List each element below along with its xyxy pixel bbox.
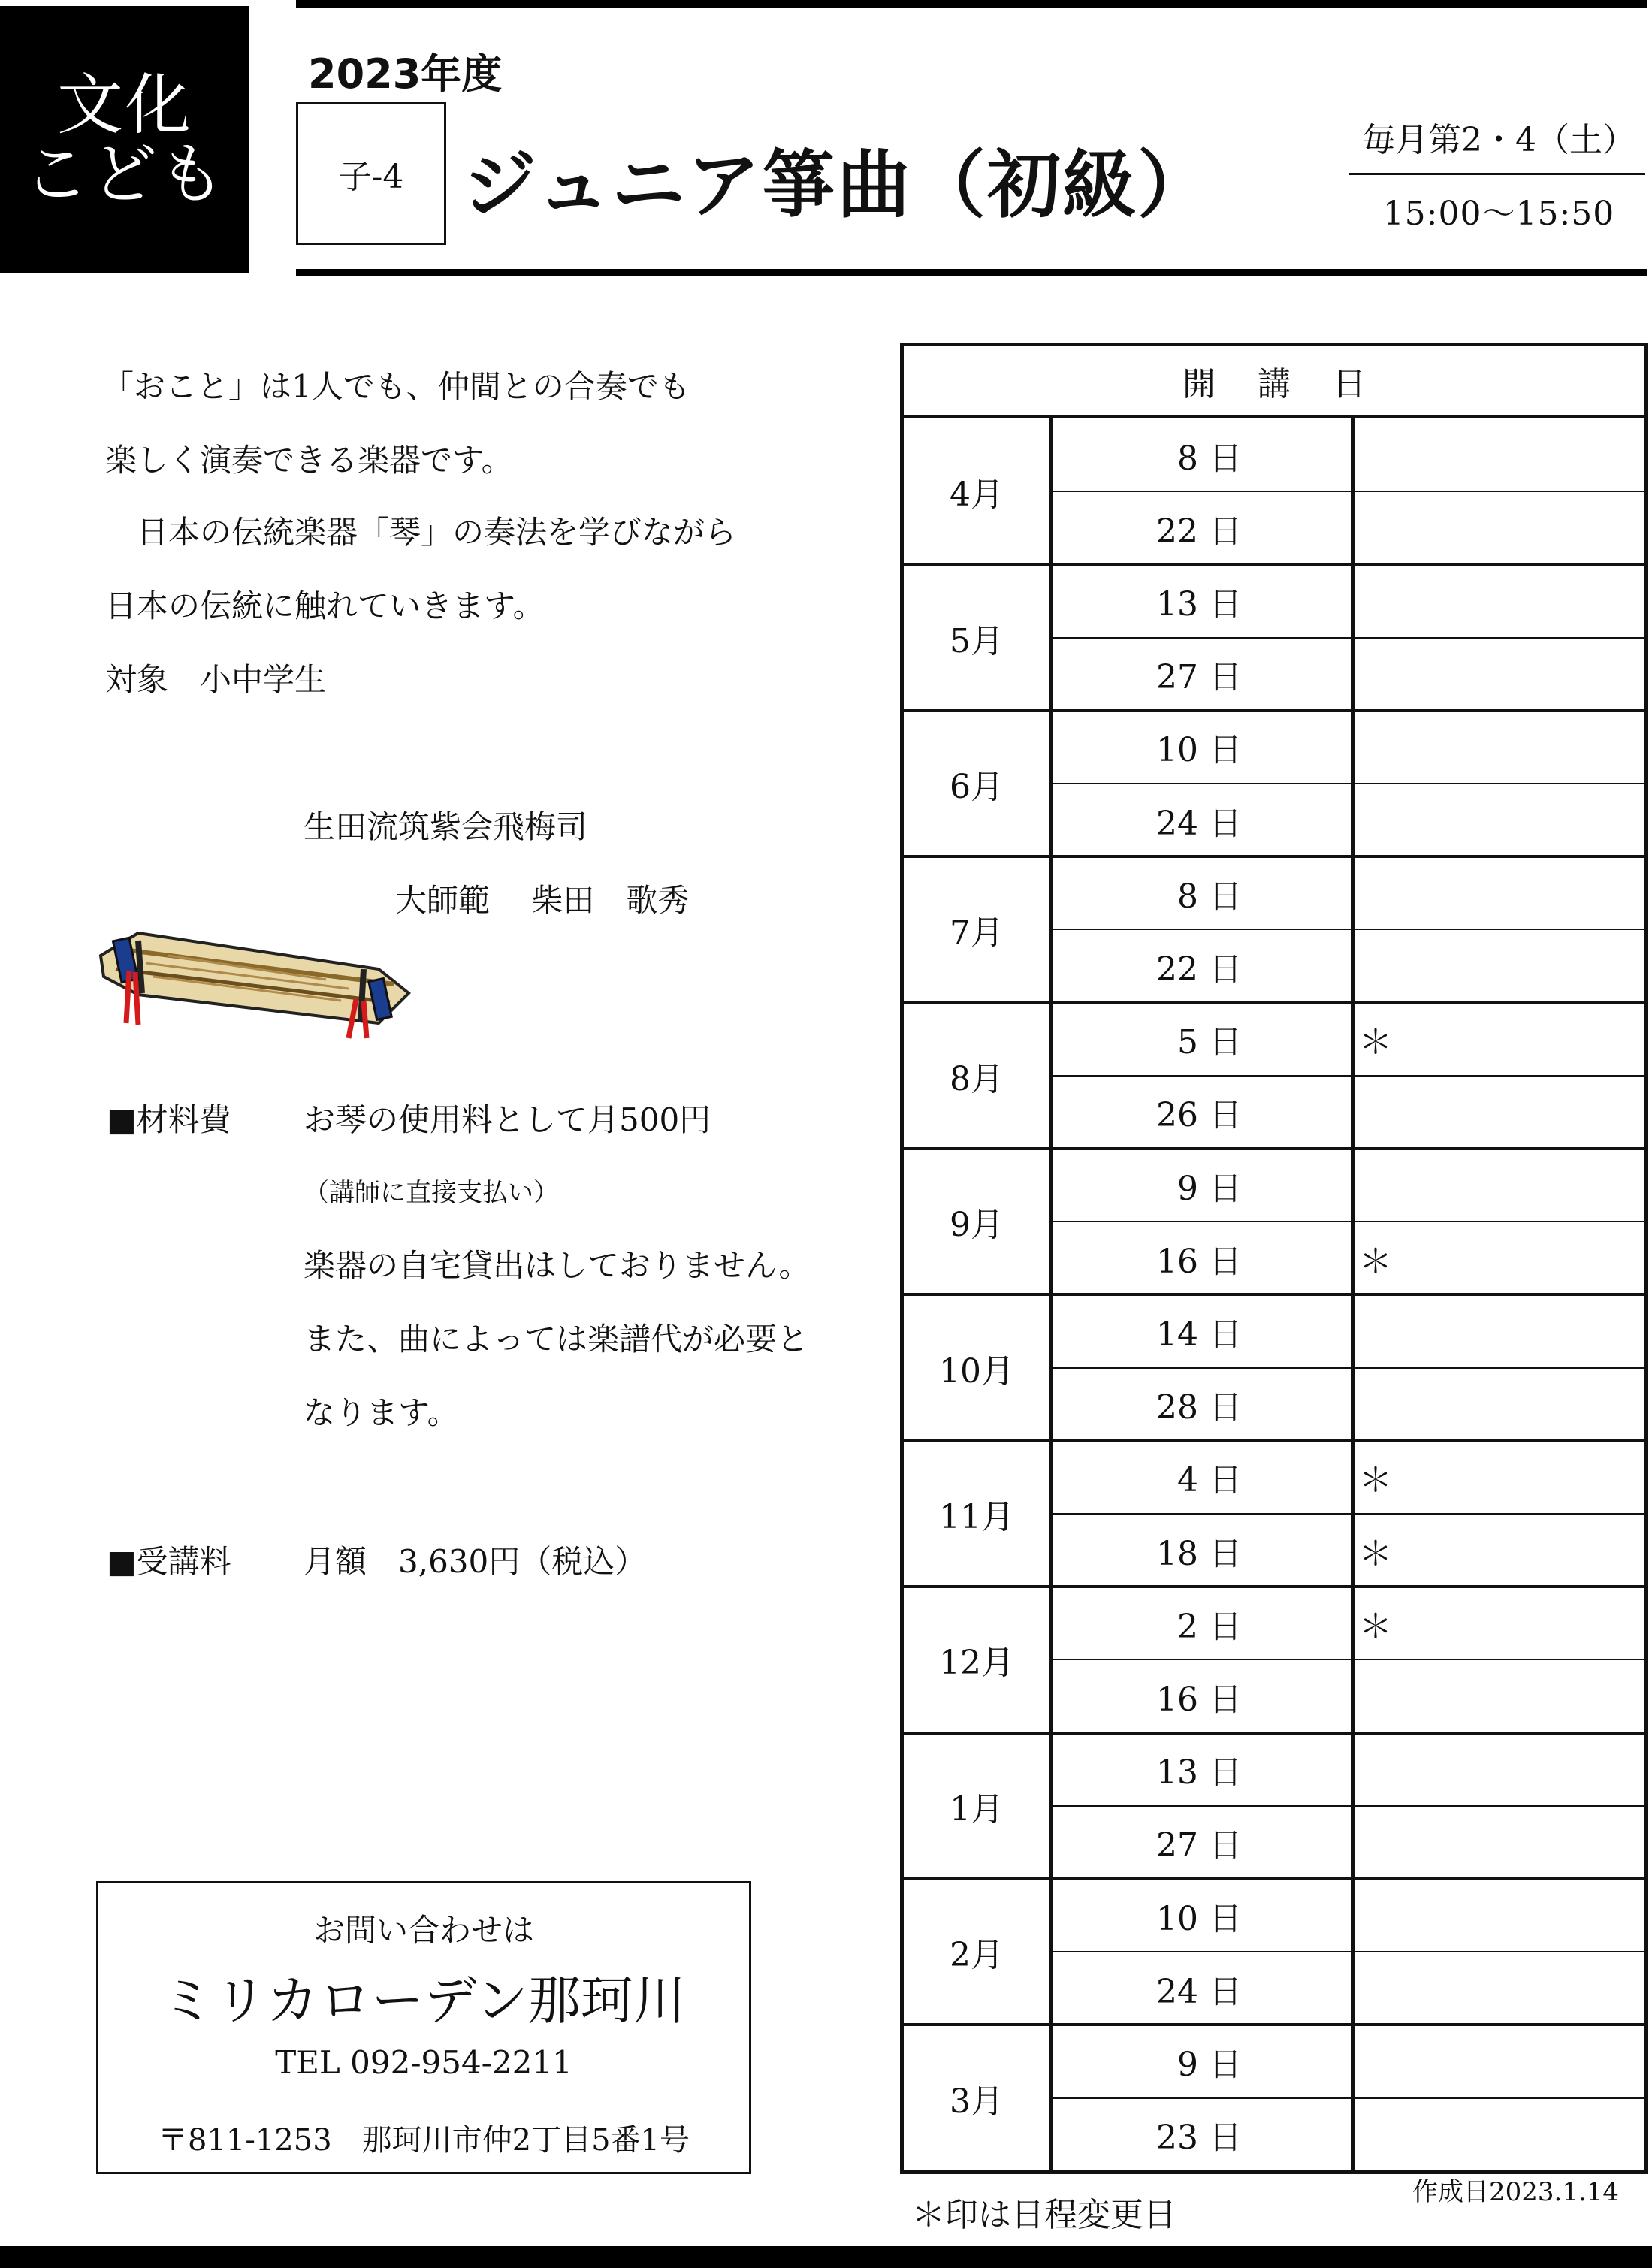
change-mark-cell — [1355, 1149, 1652, 1222]
header-rule — [296, 269, 1647, 276]
category-line-1: 文化 — [56, 66, 192, 143]
materials-line-3: 楽器の自宅貸出はしておりません。 — [304, 1247, 811, 1284]
change-mark-cell — [1355, 1659, 1652, 1732]
table-header: 開講日 — [904, 346, 1644, 418]
change-mark-cell — [1355, 1368, 1652, 1441]
time-text: 15:00～15:50 — [1382, 195, 1615, 233]
day-cell: 22 日 — [1156, 512, 1242, 551]
day-cell: 24 日 — [1156, 1972, 1242, 2011]
materials-label: ■材料費 — [107, 1101, 231, 1138]
month-cell: 6月 — [904, 711, 1053, 856]
bottom-bar — [0, 2246, 1652, 2268]
row-divider — [1053, 1221, 1644, 1222]
intro-target: 対象 小中学生 — [105, 661, 327, 698]
contact-box — [96, 1881, 751, 2174]
change-mark-cell — [1355, 1076, 1652, 1149]
change-mark-cell — [1355, 784, 1652, 856]
tuition-label: ■受講料 — [107, 1543, 231, 1580]
day-cell: 13 日 — [1156, 584, 1242, 624]
day-cell: 9 日 — [1177, 1169, 1242, 1208]
month-cell: 7月 — [904, 856, 1053, 1002]
schedule-text: 毎月第2・4（土） — [1362, 121, 1635, 159]
change-mark-cell — [1355, 1733, 1652, 1806]
month-cell: 11月 — [904, 1441, 1053, 1587]
change-mark-cell — [1355, 2025, 1652, 2097]
legend-note: ＊印は日程変更日 — [912, 2196, 1176, 2234]
row-divider — [1053, 2097, 1644, 2099]
change-mark-cell — [1355, 491, 1652, 564]
row-divider — [1053, 1805, 1644, 1807]
month-cell: 10月 — [904, 1294, 1053, 1440]
row-divider — [1053, 1075, 1644, 1077]
contact-heading: お問い合わせは — [313, 1912, 534, 1949]
month-cell: 4月 — [904, 418, 1053, 564]
day-cell: 22 日 — [1156, 950, 1242, 989]
day-cell: 16 日 — [1156, 1242, 1242, 1281]
month-cell: 8月 — [904, 1003, 1053, 1149]
day-cell: 24 日 — [1156, 804, 1242, 843]
course-code: 子-4 — [296, 102, 446, 245]
category-badge — [0, 6, 249, 273]
day-cell: 5 日 — [1177, 1023, 1242, 1062]
day-cell: 26 日 — [1156, 1096, 1242, 1135]
intro-line-1: 「おこと」は1人でも、仲間との合奏でも — [102, 368, 690, 405]
day-cell: 2 日 — [1177, 1607, 1242, 1646]
intro-line-3: 日本の伝統楽器「琴」の奏法を学びながら — [105, 514, 737, 551]
change-mark-cell — [1355, 564, 1652, 637]
change-mark-cell — [1355, 1952, 1652, 2025]
change-mark-cell — [1355, 418, 1652, 491]
month-cell: 1月 — [904, 1733, 1053, 1879]
schedule-divider — [1349, 173, 1645, 175]
day-cell: 18 日 — [1156, 1534, 1242, 1573]
category-line-2: こども — [23, 135, 226, 213]
day-cell: 8 日 — [1177, 877, 1242, 916]
tuition-value: 月額 3,630円（税込） — [304, 1543, 647, 1580]
change-mark-cell — [1355, 1806, 1652, 1879]
day-cell: 27 日 — [1156, 1826, 1242, 1865]
teacher-school: 生田流筑紫会飛梅司 — [304, 808, 588, 845]
change-mark-cell: ＊ — [1359, 1534, 1392, 1573]
day-cell: 27 日 — [1156, 658, 1242, 697]
top-rule — [296, 0, 1647, 8]
change-mark-cell: ＊ — [1359, 1607, 1392, 1646]
row-divider — [1053, 491, 1644, 492]
month-cell: 3月 — [904, 2025, 1053, 2170]
day-cell: 10 日 — [1156, 1899, 1242, 1938]
column-divider — [1351, 418, 1355, 2170]
month-cell: 2月 — [904, 1879, 1053, 2025]
change-mark-cell — [1355, 638, 1652, 711]
teacher-name: 大師範 柴田 歌秀 — [395, 882, 690, 919]
day-cell: 16 日 — [1156, 1680, 1242, 1719]
day-cell: 10 日 — [1156, 731, 1242, 770]
change-mark-cell — [1355, 711, 1652, 784]
day-cell: 4 日 — [1177, 1461, 1242, 1500]
row-divider — [1053, 1513, 1644, 1515]
intro-line-4: 日本の伝統に触れていきます。 — [105, 587, 545, 624]
materials-note: （講師に直接支払い） — [304, 1178, 559, 1208]
day-cell: 8 日 — [1177, 439, 1242, 478]
materials-value: お琴の使用料として月500円 — [304, 1101, 711, 1138]
materials-line-4: また、曲によっては楽譜代が必要と — [304, 1321, 809, 1357]
month-cell: 9月 — [904, 1149, 1053, 1294]
koto-icon — [93, 911, 416, 1041]
change-mark-cell — [1355, 1294, 1652, 1367]
change-mark-cell — [1355, 856, 1652, 929]
month-cell: 12月 — [904, 1587, 1053, 1732]
change-mark-cell — [1355, 1879, 1652, 1952]
change-mark-cell: ＊ — [1359, 1461, 1392, 1500]
intro-line-2: 楽しく演奏できる楽器です。 — [105, 442, 513, 479]
day-cell: 23 日 — [1156, 2119, 1242, 2158]
row-divider — [1053, 637, 1644, 639]
row-divider — [1053, 1659, 1644, 1660]
day-cell: 14 日 — [1156, 1315, 1242, 1354]
change-mark-cell: ＊ — [1359, 1242, 1392, 1281]
schedule-table — [900, 343, 1648, 2174]
day-cell: 13 日 — [1156, 1753, 1242, 1792]
row-divider — [1053, 1367, 1644, 1369]
created-date: 作成日2023.1.14 — [1412, 2177, 1620, 2207]
course-title: ジュニア箏曲（初級） — [463, 143, 1213, 228]
year-label: 2023年度 — [308, 50, 503, 98]
contact-tel: TEL 092-954-2211 — [275, 2044, 572, 2081]
row-divider — [1053, 783, 1644, 784]
change-mark-cell — [1355, 2098, 1652, 2171]
month-cell: 5月 — [904, 564, 1053, 710]
contact-name: ミリカローデン那珂川 — [162, 1970, 686, 2031]
change-mark-cell: ＊ — [1359, 1023, 1392, 1062]
change-mark-cell — [1355, 929, 1652, 1002]
contact-address: 〒811-1253 那珂川市仲2丁目5番1号 — [157, 2123, 690, 2158]
day-cell: 9 日 — [1177, 2045, 1242, 2084]
day-cell: 28 日 — [1156, 1388, 1242, 1427]
row-divider — [1053, 1951, 1644, 1952]
row-divider — [1053, 929, 1644, 930]
materials-line-5: なります。 — [304, 1394, 459, 1431]
